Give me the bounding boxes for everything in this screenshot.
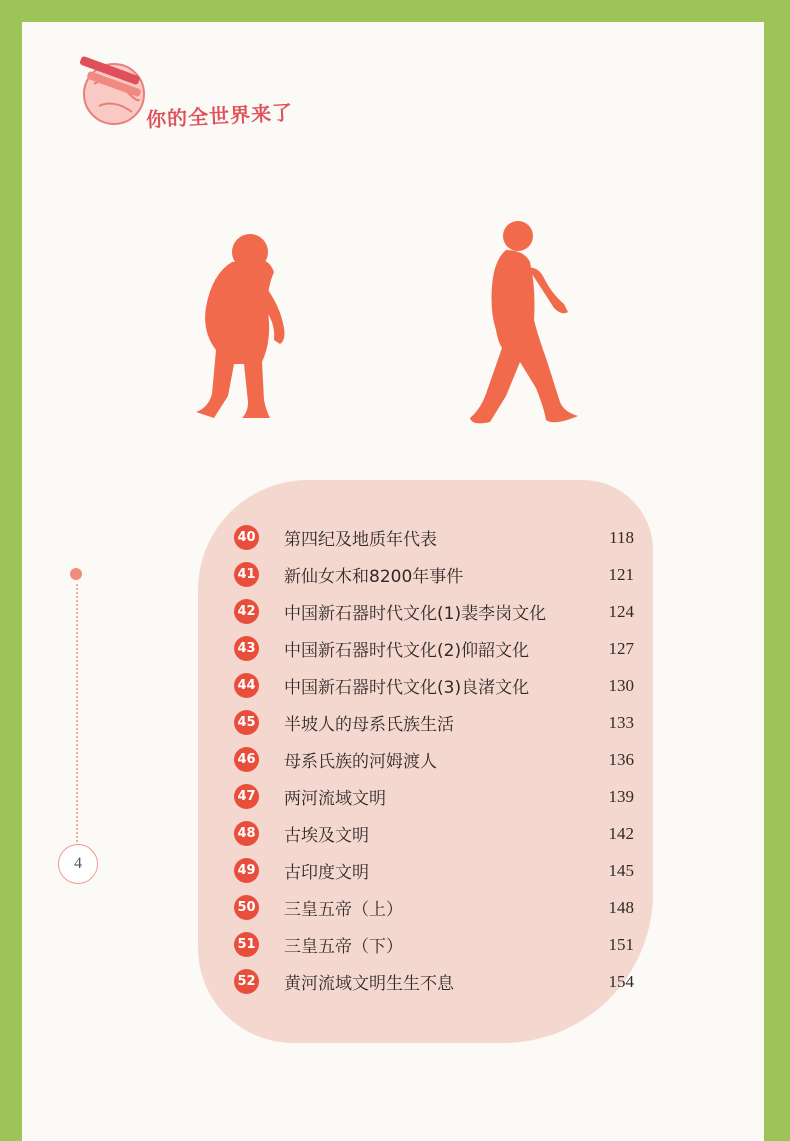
chapter-number-badge: 49 [234, 858, 259, 883]
chapter-title: 第四纪及地质年代表 [284, 530, 437, 550]
chapter-page: 130 [608, 675, 634, 695]
toc-entry[interactable] [234, 778, 634, 815]
chapter-page: 145 [608, 860, 634, 880]
toc-entry[interactable] [234, 741, 634, 778]
toc-entry[interactable] [234, 593, 634, 630]
chapter-title: 两河流域文明 [284, 789, 386, 809]
hunched-hominid-figure [196, 234, 285, 418]
series-title: 你的全世界来了 [145, 100, 294, 132]
toc-entry[interactable] [234, 556, 634, 593]
chapter-number-badge: 50 [234, 895, 259, 920]
toc-entry[interactable] [234, 852, 634, 889]
toc-entry[interactable] [234, 926, 634, 963]
toc-entry[interactable] [234, 630, 634, 667]
chapter-page: 127 [608, 638, 634, 658]
toc-entry[interactable] [234, 704, 634, 741]
chapter-number-badge: 51 [234, 932, 259, 957]
decorative-dotted-line [76, 584, 78, 846]
chapter-page: 133 [608, 712, 634, 732]
decorative-dot [70, 568, 82, 580]
chapter-page: 151 [608, 934, 634, 954]
chapter-title: 三皇五帝（上） [284, 900, 403, 920]
upright-human-figure [470, 221, 578, 423]
chapter-page: 154 [608, 971, 634, 991]
chapter-title: 三皇五帝（下） [284, 937, 403, 957]
chapter-title: 古埃及文明 [284, 826, 369, 846]
globe-icon [74, 44, 154, 134]
chapter-page: 142 [608, 823, 634, 843]
chapter-title: 半坡人的母系氏族生活 [284, 715, 454, 735]
chapter-number-badge: 52 [234, 969, 259, 994]
toc-entry[interactable] [234, 815, 634, 852]
toc-entry[interactable] [234, 667, 634, 704]
chapter-title: 中国新石器时代文化(1)裴李岗文化 [284, 604, 547, 624]
chapter-page: 136 [608, 749, 634, 769]
toc-entry[interactable] [234, 963, 634, 1000]
chapter-page: 118 [609, 527, 634, 547]
toc-entry[interactable] [234, 889, 634, 926]
chapter-page: 139 [608, 786, 634, 806]
chapter-title: 古印度文明 [284, 863, 369, 883]
chapter-title: 黄河流域文明生生不息 [284, 974, 454, 994]
chapter-title: 中国新石器时代文化(2)仰韶文化 [284, 641, 530, 661]
human-evolution-illustration [172, 212, 612, 452]
chapter-title: 母系氏族的河姆渡人 [284, 752, 437, 772]
chapter-page: 121 [608, 564, 634, 584]
chapter-page: 124 [608, 601, 634, 621]
chapter-page: 148 [608, 897, 634, 917]
page-number: 4 [58, 844, 98, 884]
chapter-number-badge: 46 [234, 747, 259, 772]
table-of-contents [234, 519, 634, 1000]
chapter-number-badge: 41 [234, 562, 259, 587]
book-page [22, 22, 764, 1141]
chapter-title: 中国新石器时代文化(3)良渚文化 [284, 678, 530, 698]
chapter-number-badge: 48 [234, 821, 259, 846]
chapter-title: 新仙女木和8200年事件 [284, 567, 464, 587]
chapter-number-badge: 45 [234, 710, 259, 735]
toc-entry[interactable] [234, 519, 634, 556]
series-logo [74, 44, 314, 140]
chapter-number-badge: 47 [234, 784, 259, 809]
chapter-number-badge: 43 [234, 636, 259, 661]
chapter-number-badge: 42 [234, 599, 259, 624]
chapter-number-badge: 40 [234, 525, 259, 550]
chapter-number-badge: 44 [234, 673, 259, 698]
